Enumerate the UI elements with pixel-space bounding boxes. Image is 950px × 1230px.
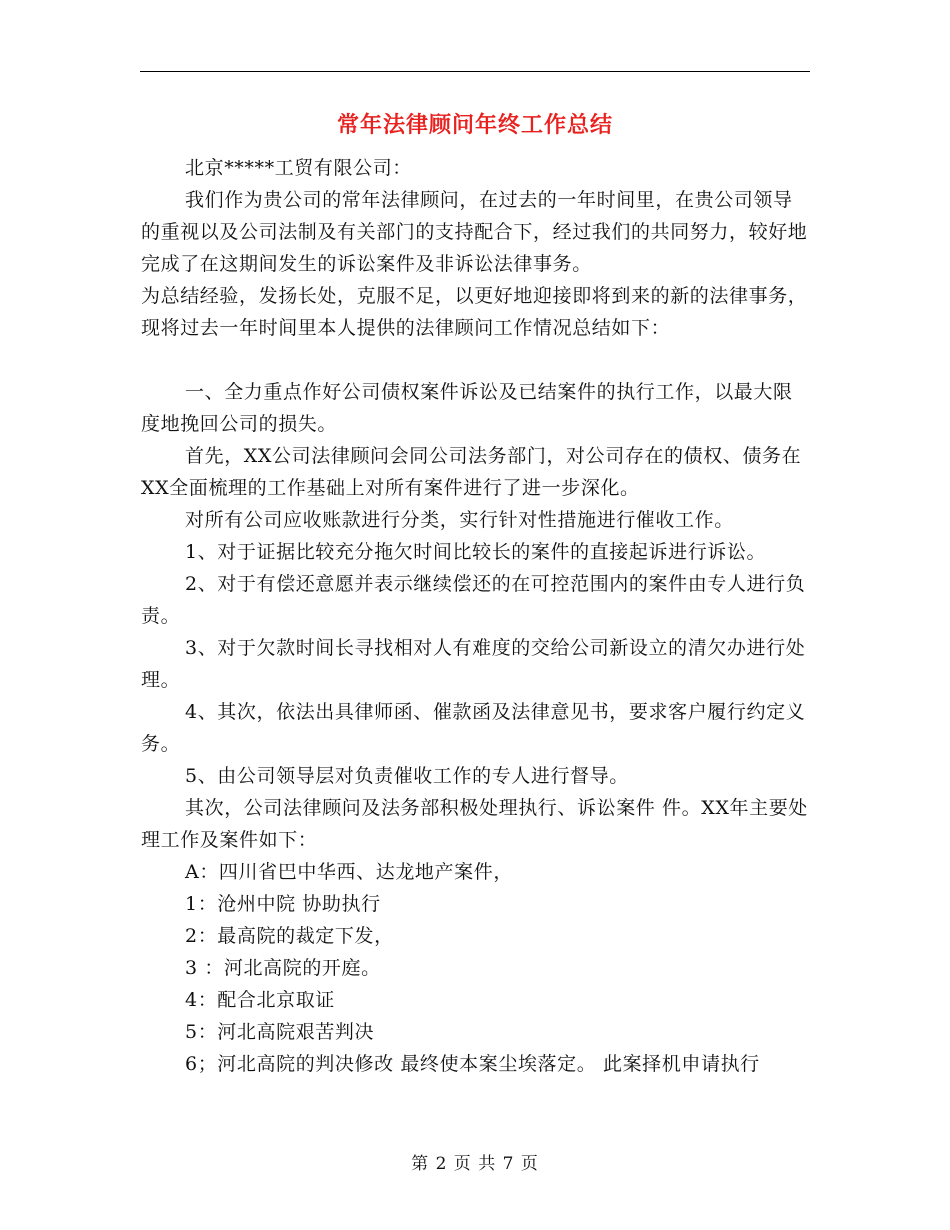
measure-item: 4、其次，依法出具律师函、催款函及法律意见书，要求客户履行约定义务。 — [141, 701, 806, 755]
case-step-item: 4：配合北京取证 — [185, 989, 335, 1011]
classify-paragraph: 对所有公司应收账款进行分类，实行针对性措施进行催收工作。 — [185, 509, 734, 531]
first-paragraph: 首先，XX公司法律顾问会同公司法务部门，对公司存在的债权、债务在XX全面梳理的工作基础上对所有案件进行了进一步深化。 — [141, 445, 802, 499]
case-step-item: 1：沧州中院 协助执行 — [185, 893, 381, 915]
document-body — [141, 152, 811, 1080]
case-step-item: 5：河北高院艰苦判决 — [185, 1021, 375, 1043]
measure-item: 2、对于有偿还意愿并表示继续偿还的在可控范围内的案件由专人进行负责。 — [141, 573, 806, 627]
measure-item: 5、由公司领导层对负责催收工作的专人进行督导。 — [185, 765, 629, 787]
intro-paragraph-continued: 为总结经验，发扬长处，克服不足，以更好地迎接即将到来的新的法律事务，现将过去一年时间里本人提供的法律顾问工作情况总结如下： — [141, 285, 808, 339]
case-step-item: 2：最高院的裁定下发， — [185, 925, 394, 947]
measure-item: 1、对于证据比较充分拖欠时间比较长的案件的直接起诉进行诉讼。 — [185, 541, 767, 563]
salutation: 北京*****工贸有限公司： — [185, 157, 412, 179]
measure-item: 3、对于欠款时间长寻找相对人有难度的交给公司新设立的清欠办进行处理。 — [141, 637, 806, 691]
case-a-heading: A：四川省巴中华西、达龙地产案件， — [185, 861, 513, 883]
page-number: 第 2 页 共 7 页 — [411, 1154, 539, 1174]
paragraph-spacer — [141, 344, 811, 376]
case-step-item: 3 ：河北高院的开庭。 — [185, 957, 381, 979]
section-heading: 一、全力重点作好公司债权案件诉讼及已结案件的执行工作，以最大限度地挽回公司的损失。 — [141, 381, 793, 435]
intro-paragraph: 我们作为贵公司的常年法律顾问，在过去的一年时间里，在贵公司领导的重视以及公司法制及有关部门的支持配合下，经过我们的共同努力，较好地完成了在这期间发生的诉讼案件及非诉讼法律事务。 — [141, 189, 808, 275]
case-step-item: 6；河北高院的判决修改 最终使本案尘埃落定。 此案择机申请执行 — [185, 1053, 760, 1075]
document-title: 常年法律顾问年终工作总结 — [336, 112, 613, 138]
header-rule — [140, 71, 810, 72]
second-paragraph: 其次，公司法律顾问及法务部积极处理执行、诉讼案件 件。XX年主要处理工作及案件如下： — [141, 797, 808, 851]
